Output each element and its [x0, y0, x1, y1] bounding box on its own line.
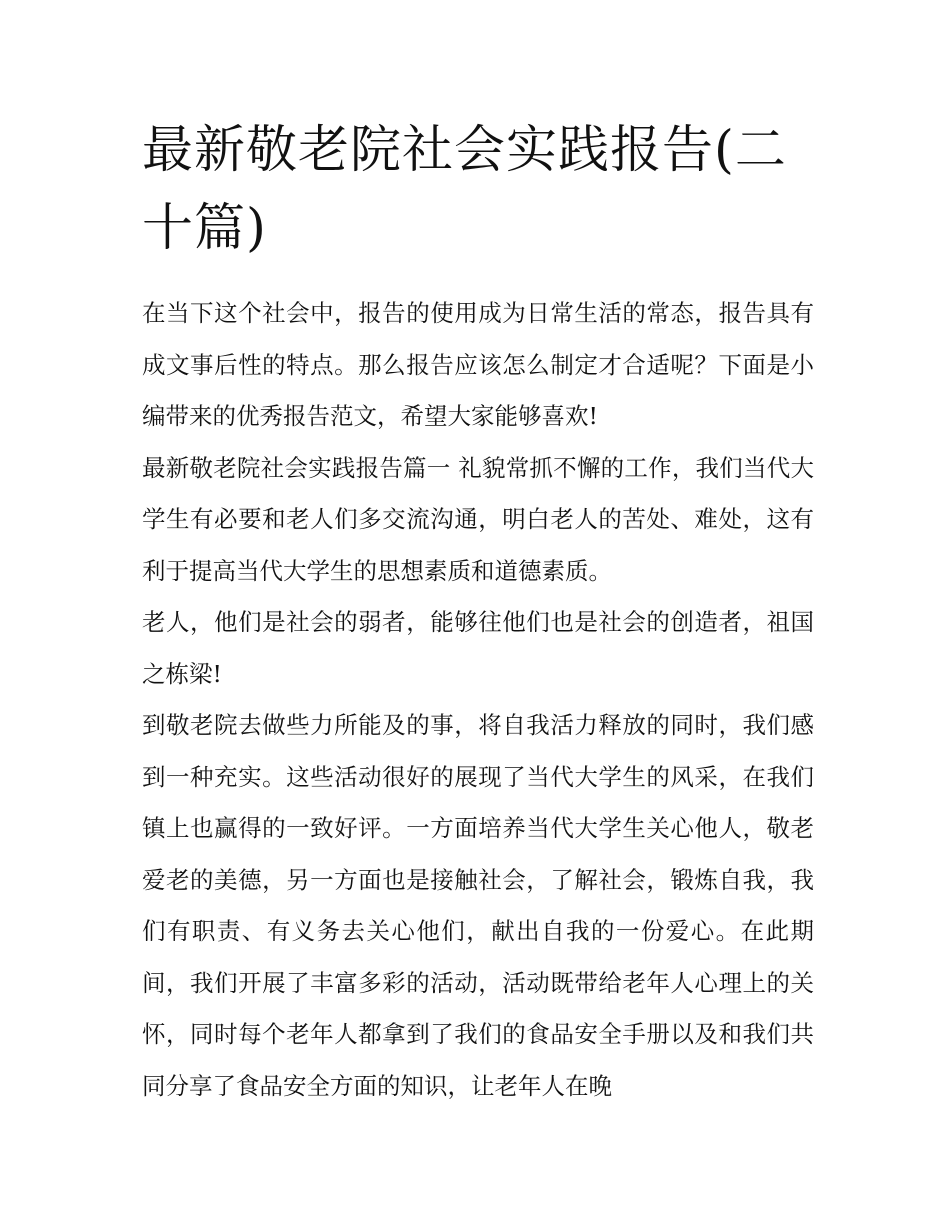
document-title: 最新敬老院社会实践报告(二十篇)	[142, 121, 787, 258]
paragraph-part-one: 最新敬老院社会实践报告篇一 礼貌常抓不懈的工作，我们当代大学生有必要和老人们多交流沟通，明白老人的苦处、难处，这有利于提高当代大学生的思想素质和道德素质。	[142, 453, 814, 585]
paragraph-activities: 到敬老院去做些力所能及的事，将自我活力释放的同时，我们感到一种充实。这些活动很好的展现了当代大学生的风采，在我们镇上也赢得的一致好评。一方面培养当代大学生关心他人，敬老爱老的美德，另一方面也是接触社会，了解社会，锻炼自我，我们有职责、有义务去关心他们，献出自我的一份爱心。在此期间，我们开展了丰富多彩的活动，活动既带给老年人心理上的关怀，同时每个老年人都拿到了我们的食品安全手册以及和我们共同分享了食品安全方面的知识，让老年人在晚	[142, 711, 814, 1100]
document-page	[142, 112, 814, 1112]
paragraph-intro: 在当下这个社会中，报告的使用成为日常生活的常态，报告具有成文事后性的特点。那么报告应该怎么制定才合适呢？下面是小编带来的优秀报告范文，希望大家能够喜欢!	[142, 299, 814, 430]
paragraph-elders: 老人，他们是社会的弱者，能够往他们也是社会的创造者，祖国之栋梁!	[142, 608, 814, 688]
document-body	[142, 288, 814, 1112]
